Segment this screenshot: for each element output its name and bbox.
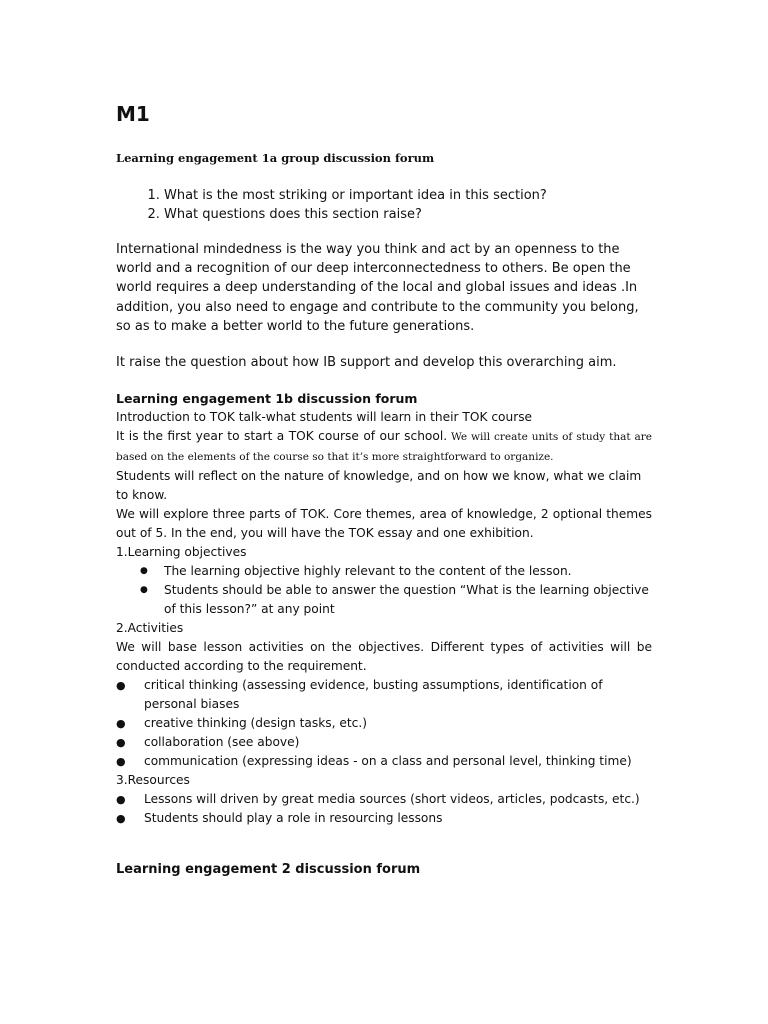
activity-item: ● creative thinking (design tasks, etc.) — [144, 714, 652, 733]
explore-paragraph: We will explore three parts of TOK. Core themes, area of knowledge, 2 optional themes out of 5. In the end, you will have the TOK essay and one exhibition. — [116, 507, 652, 540]
le1b-section — [116, 389, 652, 828]
international-mindedness-paragraph: International mindedness is the way you think and act by an openness to the world and a recognition of our deep interconnectedness to others. Be open the world requires a deep understanding of the local and global issues and ideas .In addition, you also need to engage and contribute to the community you belong, so as to make a better world to the future generations. — [116, 242, 639, 334]
first-year-paragraph — [116, 427, 652, 467]
objective-item: ● The learning objective highly relevant to the content of the lesson. — [164, 562, 652, 581]
units-text: We will create units of study that are based on the elements of the course so that it’s more straightforward to organize. — [116, 431, 652, 463]
document-title: M1 — [116, 102, 150, 126]
first-year-text: It is the first year to start a TOK course of our school. — [116, 429, 448, 443]
le1b-heading: Learning engagement 1b discussion forum — [116, 391, 418, 406]
resource-item: ● Students should play a role in resourcing lessons — [144, 809, 652, 828]
objectives-list — [116, 562, 652, 619]
le1a-heading: Learning engagement 1a group discussion forum — [116, 151, 435, 165]
questions-list — [116, 186, 547, 224]
activity-item: ● collaboration (see above) — [144, 733, 652, 752]
objectives-heading: 1.Learning objectives — [116, 545, 247, 559]
intro-line: Introduction to TOK talk-what students will learn in their TOK course — [116, 410, 533, 424]
activities-list — [116, 676, 652, 771]
question-item: 2. What questions does this section raise? — [164, 205, 547, 224]
objective-item: ● Students should be able to answer the question “What is the learning objective of this lesson?” at any point — [164, 581, 652, 619]
reflect-paragraph: Students will reflect on the nature of knowledge, and on how we know, what we claim to know. — [116, 469, 642, 502]
resources-list — [116, 790, 652, 828]
activities-heading: 2.Activities — [116, 621, 184, 635]
activity-item: ● critical thinking (assessing evidence, busting assumptions, identification of personal biases — [144, 676, 652, 714]
question-paragraph: It raise the question about how IB support and develop this overarching aim. — [116, 355, 617, 370]
le2-heading: Learning engagement 2 discussion forum — [116, 862, 421, 877]
resources-heading: 3.Resources — [116, 773, 190, 787]
activities-intro: We will base lesson activities on the objectives. Different types of activities will be conducted according to the requirement. — [116, 640, 652, 673]
resource-item: ● Lessons will driven by great media sources (short videos, articles, podcasts, etc.) — [144, 790, 652, 809]
question-item: 1. What is the most striking or important idea in this section? — [164, 186, 547, 205]
activity-item: ● communication (expressing ideas - on a class and personal level, thinking time) — [144, 752, 652, 771]
